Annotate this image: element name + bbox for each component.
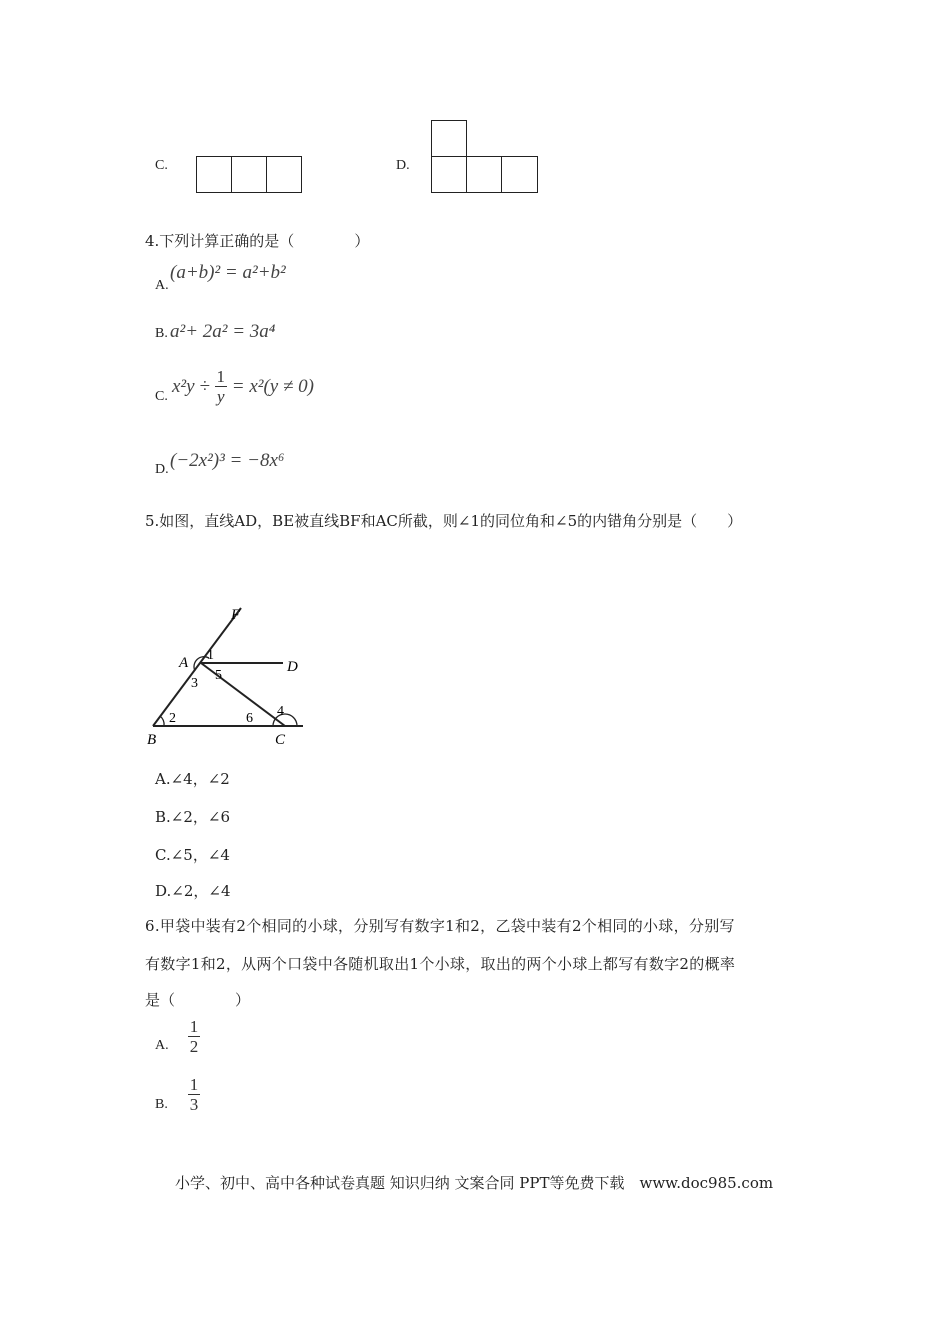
question-6-line-3: 是（ ） (145, 991, 251, 1009)
q4-option-c-label: C. (155, 389, 168, 404)
option-d-net-figure (431, 120, 538, 193)
angle-arc (160, 716, 164, 726)
q4-option-d-label: D. (155, 462, 169, 477)
question-6-line-1: 6.甲袋中装有2个相同的小球，分别写有数字1和2，乙袋中装有2个相同的小球，分别写 (145, 917, 735, 935)
option-text: ∠2，∠6 (170, 808, 231, 826)
point-label-b: B (147, 732, 157, 748)
net-square (196, 156, 232, 193)
net-square (501, 156, 538, 193)
fraction-denominator: 2 (189, 1037, 199, 1056)
fraction-numerator: 1 (189, 1075, 199, 1094)
q4-option-a-formula: (a+b)² = a²+b² (170, 262, 286, 283)
q6-option-b-label: B. (155, 1097, 168, 1112)
page-footer: 小学、初中、高中各种试卷真题 知识归纳 文案合同 PPT等免费下载 www.doc985.com (175, 1174, 774, 1192)
net-square (231, 156, 267, 193)
point-label-f: F (231, 607, 241, 623)
angle-label-5: 5 (215, 668, 222, 683)
q5-option-b (155, 806, 230, 827)
net-square (431, 156, 467, 193)
option-text: ∠5，∠4 (170, 846, 230, 864)
angle-label-6: 6 (246, 711, 253, 726)
option-label: C. (155, 846, 171, 864)
point-label-d: D (287, 659, 298, 675)
q4-c-fraction (215, 368, 227, 405)
geometry-figure (145, 600, 315, 750)
q5-option-d (155, 880, 231, 901)
q6-option-a-label: A. (155, 1038, 169, 1053)
q4-c-right: = x²(y ≠ 0) (231, 375, 314, 397)
fraction-numerator: 1 (216, 367, 225, 386)
line-bf (153, 608, 241, 726)
option-c-label: C. (155, 158, 168, 173)
question-6-line-2: 有数字1和2，从两个口袋中各随机取出1个小球，取出的两个小球上都写有数字2的概率 (145, 955, 736, 973)
q4-option-a-label: A. (155, 278, 169, 293)
q4-option-b-label: B. (155, 326, 168, 341)
angle-label-4: 4 (277, 704, 284, 719)
question-5-stem: 5.如图，直线AD，BE被直线BF和AC所截，则∠1的同位角和∠5的内错角分别是（ ） (145, 512, 743, 530)
option-text: ∠4，∠2 (170, 770, 230, 788)
option-label: D. (155, 882, 172, 900)
q5-option-c (155, 844, 230, 865)
net-square (466, 156, 502, 193)
point-label-c: C (275, 732, 286, 748)
q4-c-left: x²y ÷ (172, 375, 210, 397)
option-d-label: D. (396, 158, 410, 173)
net-square (266, 156, 302, 193)
net-square (431, 120, 467, 157)
question-4-stem: 4.下列计算正确的是（ ） (145, 232, 370, 250)
q4-option-d-formula: (−2x²)³ = −8x⁶ (170, 450, 285, 471)
option-label: A. (155, 770, 171, 788)
fraction-denominator: 3 (189, 1095, 199, 1114)
fraction-denominator: y (216, 387, 225, 406)
angle-label-1: 1 (207, 648, 214, 663)
q6-option-b-fraction (188, 1076, 200, 1113)
angle-label-3: 3 (191, 676, 198, 691)
q5-option-a (155, 768, 230, 789)
q4-option-c-formula (172, 368, 314, 405)
angle-label-2: 2 (169, 711, 176, 726)
option-label: B. (155, 808, 171, 826)
option-text: ∠2，∠4 (171, 882, 231, 900)
line-ac (201, 663, 285, 726)
option-c-net-figure (196, 156, 302, 193)
q4-option-b-formula: a²+ 2a² = 3a⁴ (170, 321, 276, 342)
fraction-numerator: 1 (189, 1017, 199, 1036)
q6-option-a-fraction (188, 1018, 200, 1055)
point-label-a: A (179, 655, 189, 671)
